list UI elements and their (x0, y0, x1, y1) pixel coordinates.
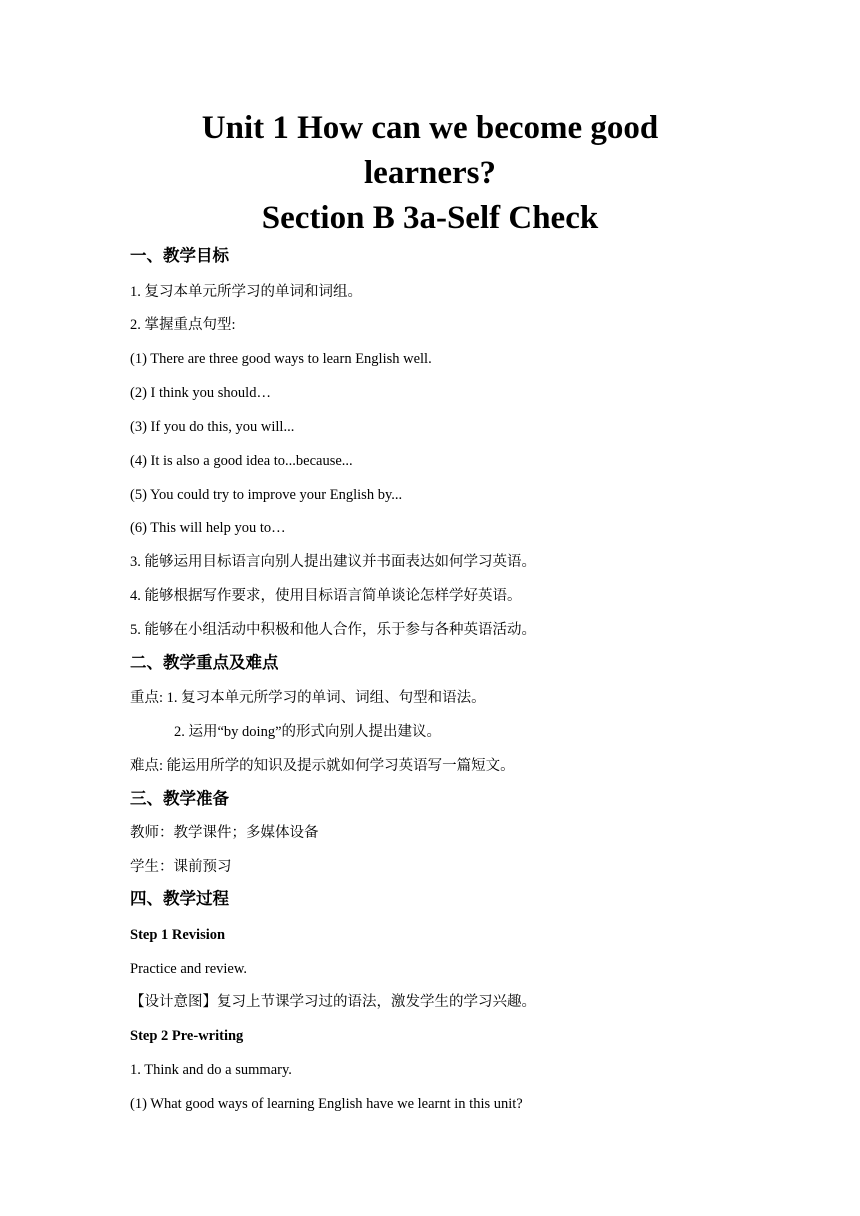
title-line-2: learners? (364, 155, 496, 191)
step-2-item-1: 1. Think and do a summary. (130, 1062, 292, 1078)
design-intent: 【设计意图】复习上节课学习过的语法，激发学生的学习兴趣。 (130, 994, 536, 1010)
difficult-point: 难点: 能运用所学的知识及提示就如何学习英语写一篇短文。 (130, 758, 515, 774)
teacher-preparation: 教师：教学课件；多媒体设备 (130, 825, 319, 841)
sentence-pattern-6: (6) This will help you to… (130, 520, 286, 536)
objective-2: 2. 掌握重点句型: (130, 317, 236, 333)
objective-3: 3. 能够运用目标语言向别人提出建议并书面表达如何学习英语。 (130, 554, 536, 570)
step-2-title: Step 2 Pre-writing (130, 1028, 244, 1044)
title-line-1: Unit 1 How can we become good (201, 110, 659, 146)
section-heading-key-points: 二、教学重点及难点 (130, 653, 279, 672)
sentence-pattern-4: (4) It is also a good idea to...because... (130, 453, 353, 469)
sentence-pattern-5: (5) You could try to improve your English by... (130, 487, 403, 503)
title-line-3: Section B 3a-Self Check (261, 200, 599, 236)
step-1-text: Practice and review. (130, 961, 248, 977)
student-preparation: 学生：课前预习 (130, 859, 232, 875)
objective-5: 5. 能够在小组活动中积极和他人合作，乐于参与各种英语活动。 (130, 622, 536, 638)
section-heading-process: 四、教学过程 (130, 889, 229, 908)
sentence-pattern-3: (3) If you do this, you will... (130, 419, 295, 435)
section-heading-objectives: 一、教学目标 (130, 246, 229, 265)
objective-4: 4. 能够根据写作要求，使用目标语言简单谈论怎样学好英语。 (130, 588, 522, 604)
sentence-pattern-1: (1) There are three good ways to learn English well. (130, 351, 432, 367)
step-2-question-1: (1) What good ways of learning English have we learnt in this unit? (130, 1096, 523, 1112)
sentence-pattern-2: (2) I think you should… (130, 385, 271, 401)
document-title (130, 106, 730, 241)
objective-1: 1. 复习本单元所学习的单词和词组。 (130, 284, 362, 300)
section-heading-preparation: 三、教学准备 (130, 789, 229, 808)
step-1-title: Step 1 Revision (130, 927, 226, 943)
key-point-1: 重点: 1. 复习本单元所学习的单词、词组、句型和语法。 (130, 690, 486, 706)
key-point-2: 2. 运用“by doing”的形式向别人提出建议。 (174, 724, 442, 740)
